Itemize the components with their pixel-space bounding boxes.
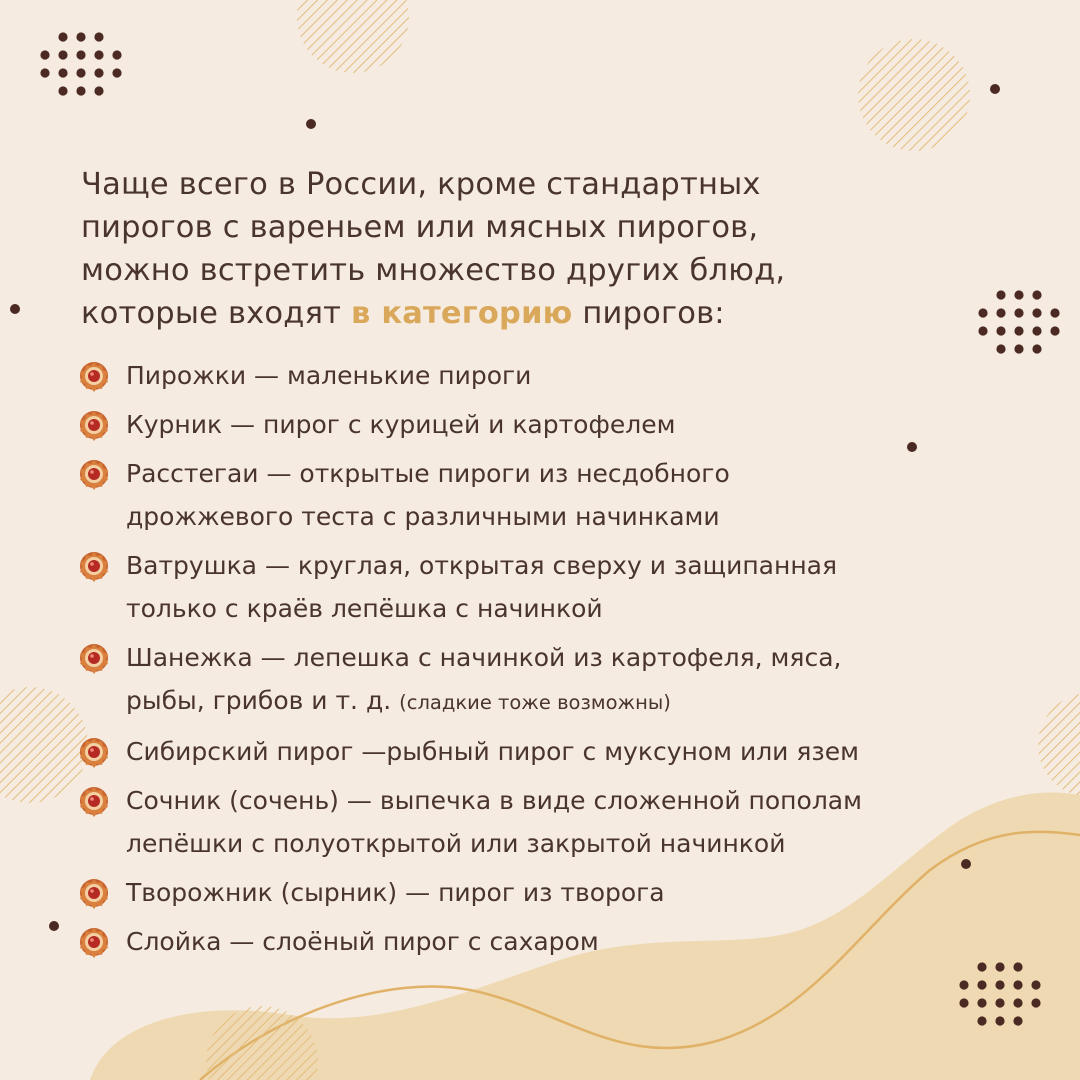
- list-item: [78, 636, 1038, 724]
- decor-grid-dot: [1013, 980, 1022, 989]
- decor-grid-dot: [76, 32, 85, 41]
- decor-grid-dot: [94, 32, 103, 41]
- item-text: Слойка — слоёный пирог с сахаром: [126, 927, 599, 956]
- list-item: [78, 871, 1038, 914]
- decor-grid-dot: [76, 86, 85, 95]
- pie-icon: [78, 550, 110, 582]
- pie-icon: [78, 409, 110, 441]
- intro-paragraph: [81, 163, 981, 335]
- item-text: Расстегаи — открытые пироги из несдобного: [126, 459, 730, 488]
- striped-circle-top-right: [858, 39, 970, 151]
- decor-grid-dot: [1032, 344, 1041, 353]
- pie-icon: [78, 926, 110, 958]
- item-text: Творожник (сырник) — пирог из творога: [126, 878, 665, 907]
- list-item: [78, 544, 1038, 630]
- decor-grid-dot: [996, 308, 1005, 317]
- decor-grid-dot: [58, 32, 67, 41]
- intro-line: Чаще всего в России, кроме стандартных: [81, 167, 761, 202]
- decor-grid-dot: [1013, 1016, 1022, 1025]
- decor-grid-dot: [58, 68, 67, 77]
- item-text: Пирожки — маленькие пироги: [126, 361, 532, 390]
- intro-line: которые входят: [81, 296, 351, 331]
- decor-grid-dot: [94, 86, 103, 95]
- pie-icon: [78, 785, 110, 817]
- list-item: [78, 920, 1038, 963]
- decor-dot: [10, 304, 20, 314]
- item-text: дрожжевого теста с различными начинками: [126, 502, 720, 531]
- item-text: только с краёв лепёшка с начинкой: [126, 594, 603, 623]
- item-text: Шанежка — лепешка с начинкой из картофеля, мяса,: [126, 643, 842, 672]
- decor-grid-dot: [1050, 326, 1059, 335]
- decor-grid-dot: [959, 980, 968, 989]
- decor-grid-dot: [996, 326, 1005, 335]
- decor-grid-dot: [112, 50, 121, 59]
- decor-grid-dot: [1031, 998, 1040, 1007]
- list-item: [78, 730, 1038, 773]
- decor-dot: [990, 84, 1000, 94]
- item-text: Курник — пирог с курицей и картофелем: [126, 410, 676, 439]
- decor-grid-dot: [1032, 308, 1041, 317]
- decor-grid-dot: [1032, 326, 1041, 335]
- decor-grid-dot: [76, 50, 85, 59]
- striped-circle-left: [0, 687, 88, 803]
- item-text: Сочник (сочень) — выпечка в виде сложенной пополам: [126, 786, 862, 815]
- decor-grid-dot: [40, 68, 49, 77]
- decor-grid-dot: [1032, 290, 1041, 299]
- decor-grid-dot: [1031, 980, 1040, 989]
- striped-circle-top: [297, 0, 409, 73]
- intro-line: пирогов с вареньем или мясных пирогов,: [81, 210, 759, 245]
- decor-grid-dot: [995, 980, 1004, 989]
- item-text: Сибирский пирог —рыбный пирог с муксуном или язем: [126, 737, 859, 766]
- decor-dot: [49, 921, 59, 931]
- striped-circle-right: [1038, 693, 1080, 797]
- decor-dot: [306, 119, 316, 129]
- decor-grid-dot: [977, 998, 986, 1007]
- decor-grid-dot: [1014, 344, 1023, 353]
- pie-icon: [78, 360, 110, 392]
- decor-grid-dot: [58, 86, 67, 95]
- pie-icon: [78, 458, 110, 490]
- intro-line: пирогов:: [572, 296, 725, 331]
- decor-grid-dot: [1050, 308, 1059, 317]
- decor-grid-dot: [112, 68, 121, 77]
- decor-grid-dot: [995, 1016, 1004, 1025]
- item-note: (сладкие тоже возможны): [399, 691, 671, 714]
- decor-grid-dot: [94, 68, 103, 77]
- decor-grid-dot: [1014, 326, 1023, 335]
- decor-grid-dot: [1014, 290, 1023, 299]
- item-text: Ватрушка — круглая, открытая сверху и защипанная: [126, 551, 838, 580]
- decor-grid-dot: [76, 68, 85, 77]
- list-item: [78, 452, 1038, 538]
- decor-grid-dot: [1013, 998, 1022, 1007]
- intro-highlight: в категорию: [351, 296, 573, 331]
- pie-list: [78, 354, 1038, 969]
- decor-grid-dot: [58, 50, 67, 59]
- decor-grid-dot: [977, 1016, 986, 1025]
- decor-grid-dot: [977, 980, 986, 989]
- list-item: [78, 354, 1038, 397]
- decor-grid-dot: [40, 50, 49, 59]
- decor-grid-dot: [94, 50, 103, 59]
- list-item: [78, 403, 1038, 446]
- item-text: рыбы, грибов и т. д.: [126, 686, 400, 715]
- pie-icon: [78, 877, 110, 909]
- decor-grid-dot: [996, 290, 1005, 299]
- list-item: [78, 779, 1038, 865]
- intro-line: можно встретить множество других блюд,: [81, 253, 786, 288]
- decor-grid-dot: [1014, 308, 1023, 317]
- decor-grid-dot: [996, 344, 1005, 353]
- decor-grid-dot: [959, 998, 968, 1007]
- item-text: лепёшки с полуоткрытой или закрытой начинкой: [126, 829, 786, 858]
- pie-icon: [78, 736, 110, 768]
- decor-grid-dot: [995, 998, 1004, 1007]
- pie-icon: [78, 642, 110, 674]
